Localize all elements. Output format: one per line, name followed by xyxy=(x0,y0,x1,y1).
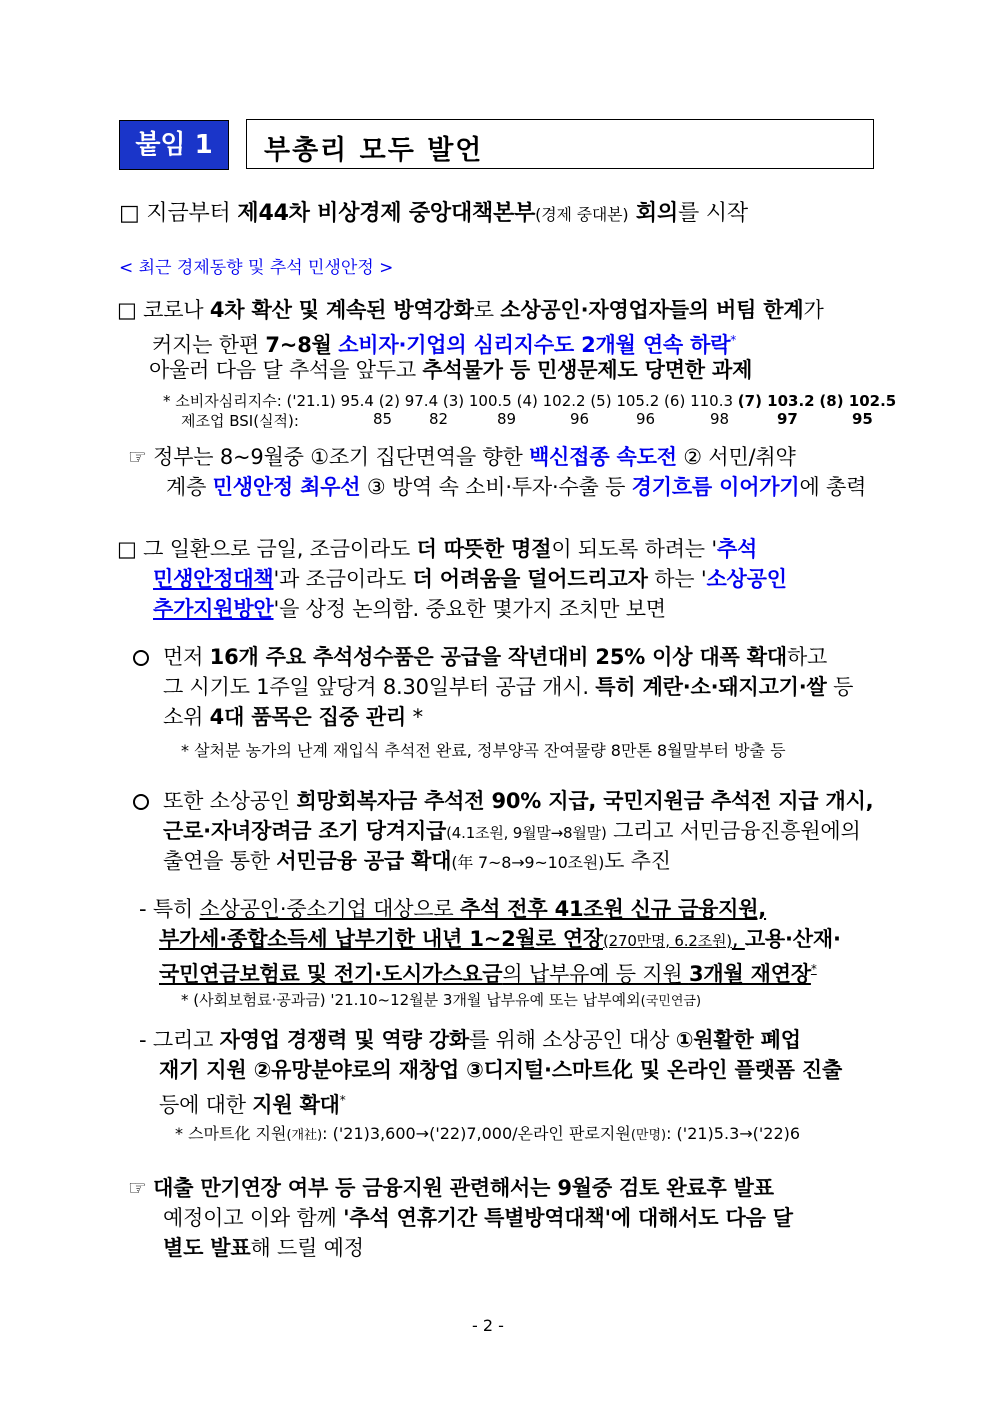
intro-text-2: 를 시작 xyxy=(678,201,748,226)
p1-line-2: 커지는 한편 7~8월 소비자·기업의 심리지수도 2개월 연속 하락* xyxy=(152,333,737,357)
page-number: - 2 - xyxy=(472,1316,504,1335)
p2-line-2: 계층 민생안정 최우선 ③ 방역 속 소비·투자·수출 등 경기흐름 이어가기에 총력 xyxy=(166,475,867,499)
bullet-circle-icon xyxy=(133,650,149,666)
p5-line-1: 또한 소상공인 희망회복자금 추석전 90% 지급, 국민지원금 추석전 지급 개시, xyxy=(133,786,873,816)
bsi-value: 96 xyxy=(570,410,590,428)
pointing-hand-icon: ☞ xyxy=(128,1176,147,1200)
bsi-value: 82 xyxy=(429,410,449,428)
intro-bold-1: 제44차 비상경제 중앙대책본부 xyxy=(237,201,536,226)
p6-line-1: - 특히 소상공인·중소기업 대상으로 추석 전후 41조원 신규 금융지원, xyxy=(139,897,767,921)
p6-line-2: 부가세·종합소득세 납부기한 내년 1~2월로 연장(270만명, 6.2조원), 고용·산재· xyxy=(159,927,841,951)
intro-bold-2: 회의 xyxy=(628,201,679,226)
p5-line-2: 근로·자녀장려금 조기 당겨지급(4.1조원, 9월말→8월말) 그리고 서민금융진흥원에의 xyxy=(163,819,861,843)
p2-line-1: ☞ 정부는 8~9월중 ①조기 집단면역을 향한 백신접종 속도전 ② 서민/취약 xyxy=(128,445,796,469)
bsi-value: 98 xyxy=(710,410,730,428)
p7-line-1: - 그리고 자영업 경쟁력 및 역량 강화를 위해 소상공인 대상 ①원활한 폐업 xyxy=(139,1028,801,1052)
p3-line-1: □ 그 일환으로 금일, 조금이라도 더 따뜻한 명절이 되도록 하려는 '추석 xyxy=(117,537,758,561)
p8-line-1: ☞ 대출 만기연장 여부 등 금융지원 관련해서는 9월중 검토 완료후 발표 xyxy=(128,1176,774,1200)
p1-footnote-2-label: 제조업 BSI(실적): xyxy=(181,412,299,430)
checkbox-icon: □ xyxy=(117,537,137,561)
p7-footnote: * 스마트化 지원(개社): ('21)3,600→('22)7,000/온라인 판로지원(만명): ('21)5.3→('22)6 xyxy=(175,1124,801,1143)
bsi-value: 96 xyxy=(636,410,656,428)
intro-line xyxy=(119,199,748,230)
bsi-value: 89 xyxy=(497,410,517,428)
p4-line-3: 소위 4대 품목은 집중 관리 * xyxy=(163,705,423,729)
dash-bullet-icon: - xyxy=(139,897,147,921)
p8-line-3: 별도 발표해 드릴 예정 xyxy=(163,1236,364,1260)
intro-small: (경제 중대본) xyxy=(535,205,629,224)
p5-line-3: 출연을 통한 서민금융 공급 확대(年 7~8→9~10조원)도 추진 xyxy=(163,849,671,873)
p3-line-3: 추가지원방안'을 상정 논의함. 중요한 몇가지 조치만 보면 xyxy=(153,597,666,621)
pointing-hand-icon: ☞ xyxy=(128,445,147,469)
p4-line-2: 그 시기도 1주일 앞당겨 8.30일부터 공급 개시. 특히 계란·소·돼지고기·쌀 등 xyxy=(163,675,854,699)
p1-footnote-1: * 소비자심리지수: ('21.1) 95.4 (2) 97.4 (3) 100.5 (4) 102.2 (5) 105.2 (6) 110.3 (7) 103.2 (8) 102.5 xyxy=(163,392,897,410)
dash-bullet-icon: - xyxy=(139,1028,147,1052)
p3-line-2: 민생안정대책'과 조금이라도 더 어려움을 덜어드리고자 하는 '소상공인 xyxy=(153,567,787,591)
p7-line-3: 등에 대한 지원 확대* xyxy=(159,1093,346,1117)
p1-line-1: □ 코로나 4차 확산 및 계속된 방역강화로 소상공인·자영업자들의 버팀 한계가 xyxy=(117,298,824,322)
section-subheading: < 최근 경제동향 및 추석 민생안정 > xyxy=(119,258,394,278)
bsi-value: 95 xyxy=(852,410,873,428)
p8-line-2: 예정이고 이와 함께 '추석 연휴기간 특별방역대책'에 대해서도 다음 달 xyxy=(163,1206,793,1230)
checkbox-icon: □ xyxy=(117,298,137,322)
appendix-tag: 붙임 1 xyxy=(119,120,229,170)
p7-line-2: 재기 지원 ②유망분야로의 재창업 ③디지털·스마트化 및 온라인 플랫폼 진출 xyxy=(159,1058,843,1082)
page-title: 부총리 모두 발언 xyxy=(264,135,484,166)
intro-text-1: 지금부터 xyxy=(146,201,238,226)
p6-footnote: * (사회보험료·공과금) '21.10~12월분 3개월 납부유예 또는 납부예외(국민연금) xyxy=(181,991,702,1009)
p4-footnote: * 살처분 농가의 난계 재입식 추석전 완료, 정부양곡 잔여물량 8만톤 8월말부터 방출 등 xyxy=(181,741,786,760)
bsi-value: 97 xyxy=(777,410,798,428)
p6-line-3: 국민연금보험료 및 전기·도시가스요금의 납부유예 등 지원 3개월 재연장* xyxy=(159,962,817,986)
bullet-circle-icon xyxy=(133,794,149,810)
bsi-value: 85 xyxy=(373,410,393,428)
p4-line-1: 먼저 16개 주요 추석성수품은 공급을 작년대비 25% 이상 대폭 확대하고 xyxy=(133,642,827,672)
checkbox-icon: □ xyxy=(119,201,140,226)
p1-line-3: 아울러 다음 달 추석을 앞두고 추석물가 등 민생문제도 당면한 과제 xyxy=(149,358,753,382)
